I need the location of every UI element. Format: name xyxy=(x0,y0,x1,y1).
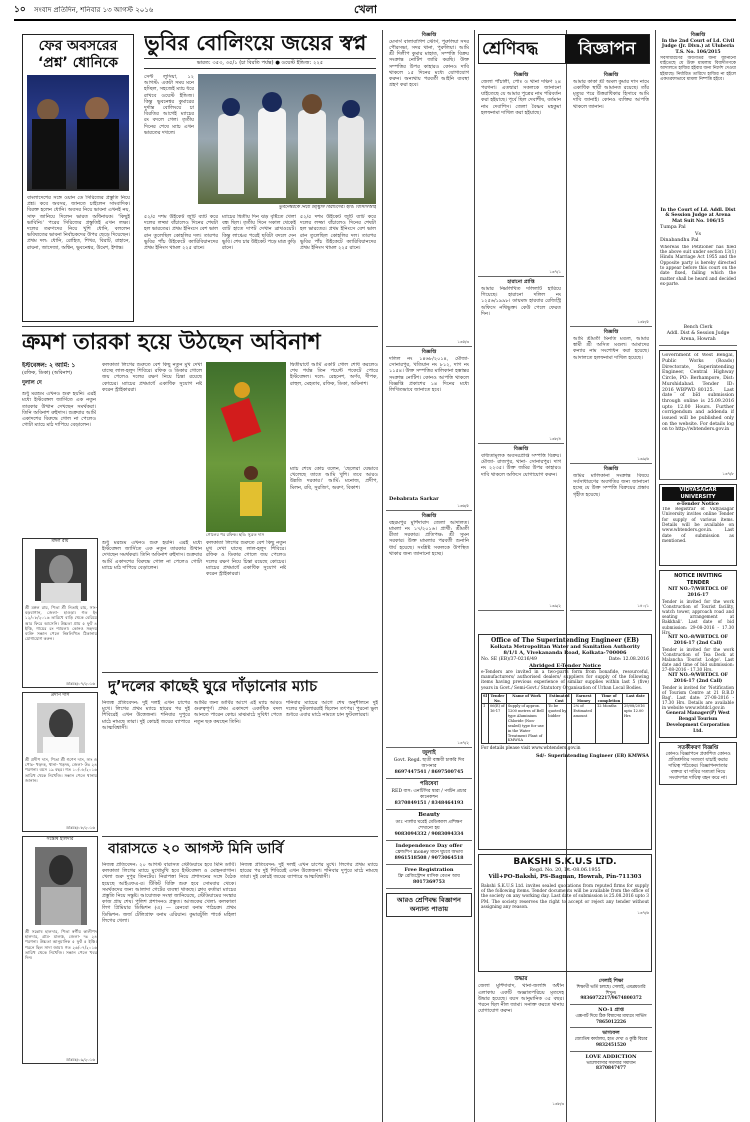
classified-col4 xyxy=(478,70,564,630)
kmwsa-table-cell: 06(E) of 16-17 xyxy=(488,704,506,744)
masthead-rule xyxy=(14,19,736,21)
court-notice xyxy=(659,30,737,346)
court-party2: Dinabandhu Pal xyxy=(660,238,699,244)
notice-ref: ১৩৯/২ xyxy=(549,603,561,609)
notice-ref: ১৩৯/৬ xyxy=(637,455,649,461)
wbtdcl-title: NOTICE INVITING TENDER xyxy=(674,573,722,586)
small-ad-body: এক্সপার্ট দিয়ে ঠিক বিশ্বাসের মাধ্যমে সার্ভিস xyxy=(575,1013,647,1019)
bakshi-body: Bakshi S.K.U.S Ltd. invites sealed quotations from reputed firms for supply of the following items. Tender documents will be available from the office of the society on any working day. Last date of submission is 25.08.2016 upto 3 PM. The society reserves the right to accept or reject any tender without assigning any reason. xyxy=(481,883,649,911)
small-ad xyxy=(386,748,472,779)
notice-title: বিজ্ঞপ্তি xyxy=(513,446,529,453)
wbtdcl-signatory: General Manager(P) West Bengal Tourism Development Corporation Ltd. xyxy=(666,711,730,735)
pwd-tender-ref: ১৩৭/৮ xyxy=(722,471,734,477)
pwd-tender xyxy=(659,350,737,479)
classified-header-part1: শ্রেণিবদ্ধ xyxy=(482,39,539,59)
notice-body: বাধ্যতামূলক অবসরপ্রাপ্ত সম্পত্তি বিক্রয়। মৌজা- রাজপুর, থানা- সোনারপুর। দাগ নং ২২৩৫। উক্ত জমির উপর কাহারও দাবি থাকলে অফিসে যোগাযোগ করুন। xyxy=(481,453,561,478)
court-sign2: Addl. Dist & Session Judge Arena, Howrah xyxy=(666,330,730,343)
udhar-body: জেলা মুর্শিদাবাদ, থানা-জলঙ্গি অধীন এলাকায় একটি অজ্ঞাতপরিচয় মৃতদেহ উদ্ধার হয়েছে। বয়স আনুমানিক ৩৫ বছর। পরনে ছিল নীল জামা। সনাক্ত করতে থানায় যোগাযোগ করুন। xyxy=(478,983,564,1015)
small-ad-title: NO-1 প্রাপ্ত xyxy=(598,1007,624,1014)
notice-body: মেসার্স বালাবাগিশ স্টোর্স, পুরুলিয়া সদর পৌরসভা, সদর থানা, পুরুলিয়া। আমি শ্রী দিলীপ কুমার মাহাত, সম্পত্তি বিক্রয় সংক্রান্ত নোটিশ জারি করছি। উক্ত সম্পত্তির উপর কাহারও কোনও দাবি থাকলে ১৫ দিনের মধ্যে যোগাযোগ করুন। অন্যথায় পরবর্তী আইনি ব্যবস্থা গ্রহণ করা হবে। xyxy=(389,38,469,89)
kmwsa-table-header: Sl xyxy=(482,693,489,704)
notice-signatory: Debabrata Sarkar xyxy=(389,495,439,502)
small-ad xyxy=(386,865,472,889)
paper-date: সংবাদ প্রতিদিন, শনিবার ১৩ আগস্ট ২০১৬ xyxy=(34,6,154,14)
small-ad-phone: 8370849151 / 8348464193 xyxy=(394,800,464,806)
small-ad-body: জ্যোতিষ কার্যালয়, হাত দেখা ও কুষ্ঠি বিচার xyxy=(574,1037,648,1043)
udhar-ref: ১৩৮/৩ xyxy=(552,1101,564,1107)
abinash-col1 xyxy=(22,362,96,532)
notice-body: জেলা পাঁচালী, পোঃ ও থানা দক্ষিণ ২৪ পরগনা। এতদ্বারা সকলকে জানানো যাইতেছে যে আমার পুত্রের নাম পরিবর্তন করা হইয়াছে। পূর্বে ছিল দেবাশীষ, বর্তমান নাম দেবাশিস। জেলা বৈষ্ণব মহকুমা হলফনামা দাখিল করা হইয়াছে। xyxy=(481,78,561,116)
small-ad-title: ভাগ্যফল xyxy=(602,1030,620,1037)
notice-card xyxy=(570,70,652,327)
kmwsa-table-cell: 29/08/2016 upto 12.00 Hrs xyxy=(622,704,648,744)
notice-ref: ১৩৫/৩ xyxy=(457,338,469,344)
court-notice-body: সর্বসাধারণের অবগতির জন্য জানানো যাইতেছে যে উক্ত মামলায় বিবাদীগণকে আদালতে হাজির হইবার জন্য নির্দেশ দেওয়া হইয়াছে। নির্ধারিত তারিখে হাজির না হইলে একতরফাভাবে মামলা নিষ্পত্তি হইবে। xyxy=(660,55,736,83)
abinash-body-col1: শুধু মরশুম এখনও শুরু হয়নি। এরই মধ্যে ইস্টবেঙ্গল জার্সিতে এক নতুন তারকার উত্থান দেখছেন সমর্থকরা। তিনি অবিনাশ রুইদাস। শুক্রবার আর্মি একাদশের বিরুদ্ধে গোল না পেলেও গোটা ম্যাচে মাঠ দাপিয়ে বেড়ালেন। xyxy=(22,391,96,429)
small-ad-body: Govt. Regd. ছাত্রী বান্ধবী চাকরি দিব আপনার xyxy=(393,757,465,769)
kmwsa-title3: 8/1/1 A, Vivekananda Road, Kolkata-700006 xyxy=(503,650,627,656)
abinash-score-sub: (রফিক, ডিকা) (অবিনাশ) xyxy=(22,370,72,377)
abinash-body-col3b: কলকাতা লিগের শুরুতে বেশ কিছু নতুন মুখ দেখা যাচ্ছে লাল-হলুদ শিবিরে। রফিক ও ডিকার গোলে জয় পেলেও দলের রক্ষণ নিয়ে চিন্তা রয়েছে কোচের। ম্যাচের প্রথমার্ধে একাধিক সুযোগ নষ্ট করেন স্ট্রাইকাররা। xyxy=(206,540,286,578)
column-rule xyxy=(655,30,656,1122)
small-ad-phone: 8017369753 xyxy=(413,880,445,886)
notice-body: আমি শ্রীমতী মিনতি মণ্ডল, আমার স্বামী শ্রী অসিত মণ্ডল। আমাদের কন্যার নাম সংশোধন করা হয়েছে। আদালতে হলফনামা দাখিল হয়েছে। xyxy=(573,335,649,361)
bhuvi-photo xyxy=(198,74,376,204)
kmwsa-title1: Office of The Superintending Engineer (EB) xyxy=(491,637,639,644)
kmwsa-tender xyxy=(478,634,652,850)
vidyasagar-title: VIDYASAGAR UNIVERSITY xyxy=(662,487,734,501)
wbtdcl-body1: Tender is invited for the work 'Construction of Tourist facility, watch tower, approach road and seating arrangement at Bakkhali'. Last date of bid submission: 29-08-2016 - 17.30 Hrs. xyxy=(662,599,734,635)
bakshi-notice xyxy=(478,854,652,972)
wbtdcl-body2: Tender is invited for the work 'Construction of Tea Deck at Malancha Tourist Lodge'. Last date and time of bid submission: 27-08-2016 - 17.30 Hrs. xyxy=(662,647,734,673)
col5-small-ads xyxy=(570,976,652,1118)
kmwsa-foot: For details please visit www.wbtenders.gov.in xyxy=(481,746,581,752)
notice-title: বিজ্ঞপ্তি xyxy=(603,329,619,336)
small-ad-phone: 7865012226 xyxy=(596,1019,626,1025)
notice-title: বিজ্ঞপ্তি xyxy=(513,72,529,78)
missing-person-label: প্রদীপ দাস xyxy=(50,693,70,698)
classified-col6 xyxy=(659,30,737,1122)
missing-person-text: শ্রী প্রদীপ দাস, পিতা শ্রী গণেশ দাস, সাং ও পোঃ- খড়দহ, থানা- খড়দহ, জেলা- উঃ ২৪ পরগনা। বয়স ১৯ বছর। গত ১০/০৮/২০১৬ তারিখ থেকে নিখোঁজ। সন্ধান পেলে থানায় জানান। xyxy=(25,757,97,783)
kmwsa-table xyxy=(481,693,649,744)
notice-body: আমার কাকা শ্রী অমল কুমার দাস নামে একাধিক স্থায়ী আমানত রয়েছে। তাঁর মৃত্যুর পরে উত্তরাধিকার হিসাবে আমি দাবি জানাই। কোনও ব্যক্তির আপত্তি থাকলে জানান। xyxy=(573,78,649,110)
small-ad xyxy=(570,976,652,1005)
court-notice-title: বিজ্ঞপ্তি xyxy=(690,32,706,38)
dudal-body-col2: আর্মির জন্য ডার্বির আগে এই ম্যাচ আরও গুরুত্বপূর্ণ। প্রথম একাদশে একাধিক বদল আনতে পারেন কোচ। মাঝমাঠে সুবিধা পেতে নতুন ছক কষছেন তিনি। xyxy=(194,700,282,725)
small-ad xyxy=(570,1052,652,1074)
more-classifieds-footer: আরও শ্রেণিবদ্ধ বিজ্ঞাপন অন্যান্য পাতায় xyxy=(386,893,472,917)
court-vs: Vs xyxy=(695,231,701,237)
masthead xyxy=(14,4,736,18)
notice-body: জমির মালিকানা সংক্রান্ত বিষয়ে সর্বসাধারণের অবগতির জন্য জানানো হচ্ছে যে উক্ত সম্পত্তি বিক্রয়ের প্রস্তাব গৃহীত হয়েছে। xyxy=(573,473,649,498)
notice-ref: ১৩৬/৫ xyxy=(457,502,469,508)
small-ad-phone: 9836072217/9674800372 xyxy=(580,996,642,1002)
notice-title: বিজ্ঞপ্তি xyxy=(603,72,619,78)
notice-card xyxy=(570,464,652,611)
dhoni-body: বাংলাদেশের সঙ্গে ওয়ান ডে সিরিজের প্রস্তুতি নিয়ে প্রশ্ন। কবে অবসর, জানতে চাইলেন সাংবাদিক। বিরক্ত হলেন ধোনি। অবসর নিয়ে ভাবনা এখনই নয়, সাফ জানিয়ে দিলেন ভারত অধিনায়ক। ‘কিছুই ভাবিনি।’ পরের সিরিজের প্রস্তুতিই এখন লক্ষ্য। দলের তরুণদের নিয়ে খুশি ধোনি, বললেন ভবিষ্যতের ভাবনা নির্বাচকদের উপর ছেড়ে দিয়েছেন। প্রথম দল: ধোনি, রোহিত, শিখর, বিরাট, রাহানে, রায়না, জাদেজা, অশ্বিন, ভুবনেশ্বর, উমেশ, ইশান্ত। xyxy=(27,195,130,251)
bhuvi-story xyxy=(144,30,376,322)
dudal-headline: দু’দলের কাছেই ঘুরে দাঁড়ানোর ম্যাচ xyxy=(108,677,318,695)
abinash-score: ইস্টবেঙ্গল: ২ আর্মি: ১ xyxy=(22,362,76,369)
missing-person-ref: ডাঃমঃ/০৭/২০১৬ xyxy=(66,680,95,686)
wbtdcl-nit1: NIT NO.-7/WBTDCL OF 2016-17 xyxy=(668,586,728,598)
bhuvi-body-col3b: ৫২/৫ দশম উইকেট জুটি ব্যাট করে দলের লজ্জা বাঁচালেও দিনের শেষটা হল ভারতের। প্রথম ইনিংসে বেশ ভাল রান তুলেছিল কোহলির দল। তারপর ভুবির পাঁচ উইকেটে ক্যারিবিয়ানদের প্রথম ইনিংস থামল ২২৫ রানে। xyxy=(300,214,376,252)
classified-col3 xyxy=(386,30,472,1120)
notice-card xyxy=(386,30,472,347)
kmwsa-table-cell: 12 Months xyxy=(596,704,623,744)
section-title: খেলা xyxy=(354,4,378,16)
small-ad-body: RED বাস: এনটিসির দ্বারা / পর্যটন প্রচার কানেকশন xyxy=(391,788,467,800)
small-ad-title: সেলাই শিক্ষা xyxy=(598,978,624,984)
bhuvi-photo-caption: ভুবনেশ্বরকে নিয়ে উচ্ছ্বাস বিরাটদের। ছবি: বিসিসিআই xyxy=(278,205,376,210)
bhuvi-scoreline: ভারত: ৩৫৩, ৩৫/১ (চা বিরতি পর্যন্ত) ● ওয়েস্ট ইন্ডিজ: ২২৫ xyxy=(144,58,376,69)
notice-body: আমার নিম্নলিখিত দলিলটি হারিয়ে গিয়েছে। হারানো দলিল নং ১২৫৬/১৯৯৮। ডায়মন্ড হারবার রেজিস্ট্রি অফিসে নথিভুক্ত। কেউ পেলে ফেরত দিন। xyxy=(481,285,561,317)
missing-person-ref: ডাঃমঃ/০৮/২০১৬ xyxy=(66,824,95,830)
kmwsa-table-cell: To be quoted by bidder xyxy=(547,704,572,744)
bhuvi-body-col1: সেন্ট লুসিয়া, ১২ আগস্ট: একটা সময় মনে হচ্ছিল, সহজেই ম্যাচ ধরে রাখবে ওয়েস্ট ইন্ডিজ। কিন্তু ভুবনেশ্বর কুমারের দুর্দান্ত বোলিংয়ে চা বিরতির আগেই ম্যাচের রং বদলে গেল। তৃতীয় দিনের শেষে ম্যাচ এখন ভারতের দখলে। xyxy=(144,74,194,136)
dhoni-story xyxy=(22,34,134,322)
bhuvi-body-col3: ম্যাচের দ্বিতীয় দিন ঝড় বৃষ্টিতে খেলা বন্ধ ছিল। তৃতীয় দিনে সকাল থেকেই ব্যাট হাতে দাপট দেখান ব্রাথওয়েট। কিন্তু লাঞ্চের পরেই ছবিটা বদলে দেন ভুবি। শেষ চার উইকেট পড়ে মাত্র কুড়ি রানে। xyxy=(222,214,296,252)
column-rule xyxy=(382,30,383,1122)
classified-header xyxy=(478,34,650,64)
court-eng-body: Whereas the Petitioner has filed the above suit under section 13(1) Hindu Marriage Act 1955 and the Opposite party is hereby directed to appear before this court on the date fixed, failing which the matter shall be heard and decided ex-parte. xyxy=(660,244,736,287)
court-notice-head: In the 2nd Court of Ld. Civil Judge (Jr. Divn.) at Uluberia T.S. No. 106/2015 xyxy=(661,38,735,55)
caution-notice xyxy=(659,742,737,785)
small-ad-body: শিক্ষার্থী ভর্তি চলছে। সেলাই, এমব্রয়ডারি শিখুন। xyxy=(576,984,646,996)
missing-person-text: শ্রী সন্তোষ হালদার, পিতা স্বর্গীয় কালীপদ হালদার, গ্রাম- মালঞ্চ, জেলা- দঃ ২৪ পরগনা। উচ্চতা আনুমানিক ৫ ফুট ৫ ইঞ্চি। পরনে ছিল সাদা জামা। গত ২৬/০৭/২০১৬ তারিখ থেকে নিখোঁজ। সন্ধান পেলে খবর দিন। xyxy=(25,929,97,961)
kmwsa-table-header: Name of Work xyxy=(506,693,546,704)
kmwsa-table-row xyxy=(482,704,649,744)
bhuvi-body-col2: ৫২/৫ দশম উইকেট জুটি ব্যাট করে দলের লজ্জা বাঁচালেও দিনের শেষটা হল ভারতের। প্রথম ইনিংসে বেশ ভাল রান তুলেছিল কোহলির দল। তারপর ভুবির পাঁচ উইকেটে ক্যারিবিয়ানদের প্রথম ইনিংস থামল ২২৫ রানে। xyxy=(144,214,218,252)
abinash-photo-caption: গোলের পর রফিক। ছবি: সুব্রত দাস xyxy=(206,532,265,537)
section-rule xyxy=(22,326,378,327)
abinash-byline: দুলাল দে xyxy=(22,379,42,386)
barasat-body-2: নিজস্ব প্রতিবেদন: দুই দলই এখন চাপের মুখে। লিগের প্রথম ম্যাচে হারের পর দুই শিবিরেই এখন উত্তেজনা। শনিবার দুপুরে মাঠে নামছে তারা। দুই কোচই জয়ের ব্যাপারে আত্মবিশ্বাসী। xyxy=(240,862,378,881)
small-ad-phone: 9083094332 / 9083094334 xyxy=(394,831,464,837)
section-rule xyxy=(102,836,378,837)
notice-card xyxy=(386,347,472,511)
barasat-headline: বারাসতে ২০ আগস্ট মিনি ডার্বি xyxy=(108,841,284,857)
pwd-tender-body: Government of West Bengal, Public Works (Roads) Directorate, Superintending Engineer, Central Highway Circle, PO: Berhampore, Dist: Murshidabad. Tender ID: 2016_WBPWD_80125. Last date of bid submission through online is 25.09.2016 upto 12.00 Hours. Further corrigendum and addenda if issued will be published only on the website. For details log on to http://wbtenders.gov.in xyxy=(662,353,734,433)
missing-person-photo xyxy=(37,703,85,753)
small-ad-body: ভালোবাসার সমস্যার সমাধান xyxy=(586,1060,636,1066)
court-sign: Bench Clerk xyxy=(683,324,713,330)
kmwsa-table-header: Last date xyxy=(622,693,648,704)
dhoni-headline-line1: ফের অবসরের xyxy=(38,38,118,54)
missing-person-text: শ্রী মঙ্গল রায়, পিতা শ্রী নিতাই রায়, সাং- বড়বাগান, জেলা- হাওড়া। গত ইং ১২/০৮/২০১৬ তারিখে বাড়ি থেকে বেরিয়ে আর ফিরে আসেনি। উচ্চতা প্রায় ৫ ফুট ৪ ইঞ্চি, গায়ের রং শ্যামলা। কোনও সহৃদয় ব্যক্তি সন্ধান পেলে নিম্নলিখিত ঠিকানায় যোগাযোগ করুন। xyxy=(25,605,97,642)
kmwsa-table-header: Estimated Cost xyxy=(547,693,572,704)
notice-card xyxy=(570,327,652,464)
small-ad-body: ডাঃ পার্লার ঘরেই মেডিক্যাল প্রশিক্ষণ শেখানো হয় xyxy=(395,819,463,831)
udhar-title: উদ্ধার xyxy=(514,976,528,982)
small-ad xyxy=(570,1005,652,1028)
caution-body: কোনও বিজ্ঞাপনে প্রকাশিত কোনও প্রতিশ্রুতির সত্যতা যাচাই করার দায়িত্ব পাঠকের। বিজ্ঞাপনদাতার বক্তব্য বা দাবির সত্যতা নিয়ে সংবাদপত্র দায়িত্ব বহন করে না। xyxy=(665,752,731,782)
kmwsa-table-header: Tender No. xyxy=(490,693,505,703)
wbtdcl-nit3: NIT NO.-9/WBTDCL OF 2016-17 (2nd Call) xyxy=(668,672,728,684)
caution-title: সতর্কীকরণ বিজ্ঞপ্তি xyxy=(677,745,719,752)
notice-ref: ১৩৭/১ xyxy=(549,268,561,274)
missing-person-card xyxy=(22,538,98,688)
kmwsa-table-cell: Supply of approx. 1200 metres of Bell type Aluminium Chloride (Non-sealed) type for use in the Water Treatment Plant of KMWSA xyxy=(506,704,546,744)
bakshi-address: Vill+PO-Bakshi, PS-Bagnan, Howrah, Pin-711303 xyxy=(488,874,642,881)
notice-ref: ১৩৮/৪ xyxy=(549,435,561,441)
small-ad-phone: 8370847477 xyxy=(596,1066,626,1072)
notice-card xyxy=(478,444,564,611)
small-ad-phone: 8961518508 / 9073064518 xyxy=(394,856,464,862)
wbtdcl-tender xyxy=(659,570,737,738)
dudal-body-col1: নিজস্ব প্রতিবেদন: দুই দলই এখন চাপের মুখে। লিগের প্রথম ম্যাচে হারের পর দুই শিবিরেই এখন উত্তেজনা। শনিবার দুপুরে মাঠে নামছে তারা। দুই কোচই জয়ের ব্যাপারে আত্মবিশ্বাসী। xyxy=(102,700,190,731)
abinash-body-col4: ম্যাচ শেষে কোচ বলেন, ‘ছেলেরা যেভাবে খেলেছে তাতে আমি খুশি। তবে আরও উন্নতি দরকার।’ আর্মি: মনোজ, প্রদীপ, মিলন, রবি, সুরজিৎ, অরুণ, বিকাশ। xyxy=(290,466,378,491)
kmwsa-table-header: Time of completion xyxy=(596,693,623,704)
bakshi-title: BAKSHI S.K.U.S LTD. xyxy=(513,857,617,867)
notice-title: বিজ্ঞপ্তি xyxy=(421,513,437,520)
small-ad-title: জুলাই xyxy=(422,750,436,757)
missing-person-photo xyxy=(35,847,87,925)
bakshi-sub: Regd. No. 20, Dt.-08.06.1955 xyxy=(529,868,601,873)
missing-person-label: মঙ্গল রায় xyxy=(51,539,69,544)
wbtdcl-body3: Tender is invited for 'Notification of Tourism Centre at 21 B.B.D Bag'. Last date: 27-08-2016 - 17.30 Hrs. Details are available in website www.wbtdcl.gov.in xyxy=(662,684,734,711)
notice-ref: ১৩৭/২ xyxy=(457,739,469,745)
classified-col5 xyxy=(570,70,652,630)
missing-person-label: সন্তোষ হালদার xyxy=(46,837,74,842)
small-ad xyxy=(386,810,472,841)
kmwsa-table-cell: 1 xyxy=(482,704,489,744)
notice-title: বিজ্ঞপ্তি xyxy=(421,32,437,38)
dhoni-headline-line2: ‘প্রশ্ন’ ধোনিকে xyxy=(37,55,119,71)
kmwsa-body: e-Tenders are invited in a two-parts form from bonafide, resourceful, manufacturers/ authorised dealers/ suppliers for supply of the following items having previous experience of similar supplies within last 5 (five) years in Govt./ Semi-Govt./ Statutory Organisation of Urban Local Bodies. xyxy=(481,669,649,691)
vidyasagar-tender xyxy=(659,484,737,567)
small-ad-phone: 8697447541 / 8697500745 xyxy=(394,769,464,775)
small-ad-phone: 9832451520 xyxy=(596,1043,626,1049)
kmwsa-table-cell: 2% of Estimated amount xyxy=(572,704,596,744)
notice-card xyxy=(478,70,564,277)
court-party1: Tumpa Pal xyxy=(660,225,686,231)
small-ad xyxy=(570,1028,652,1051)
small-ad-body: ফ্রেন্ডশিপ money মানে ঘুচবে অভাব xyxy=(395,849,463,855)
kmwsa-heading: Abridged E-Tender Notice xyxy=(529,663,601,670)
vidyasagar-sub: e-Tender Notice xyxy=(676,500,719,507)
notice-title: হারানো প্রাপ্তি xyxy=(507,279,535,286)
small-ad xyxy=(386,841,472,865)
notice-ref: ১৩৮/৫ xyxy=(637,318,649,324)
kmwsa-title2: Kolkata Metropolitan Water and Sanitation Authority xyxy=(490,644,640,650)
court-eng-head: In the Court of Ld. Addl. Dist & Session Judge at Arena Mat Suit No. 106/15 xyxy=(660,207,736,224)
abinash-headline: ক্রমশ তারকা হয়ে উঠছেন অবিনাশ xyxy=(22,330,321,355)
kmwsa-date: Date: 12.08.2016 xyxy=(608,657,649,662)
kmwsa-table-header: Earnest Money xyxy=(572,693,596,704)
barasat-body: নিজস্ব প্রতিবেদন: ২০ আগস্ট বারাসত স্টেডিয়ামে হবে মিনি ডার্বি। কলকাতা লিগের ম্যাচে মুখোমুখি হবে ইস্টবেঙ্গল ও মোহনবাগান। খেলা শুরু দুপুর তিনটেয়। নিরাপত্তা নিয়ে প্রশাসনের সঙ্গে বৈঠক হয়েছে আইএফএ-র। টিকিট বিক্রি শুরু হবে সোমবার থেকে। সমর্থকদের জন্য আলাদা গেটের ব্যবস্থা থাকছে। ক্লাব কর্তারা ম্যাচের প্রস্তুতি নিয়ে সন্তুষ্ট। আয়োজক সংস্থা জানিয়েছে, স্টেডিয়ামের সংস্কার কাজ প্রায় শেষ। পুলিশ প্রশাসনও প্রস্তুত। আজকের খেলা: কলকাতা লিগ প্রিমিয়ার ডিভিশন (এ) — রেনবো বনাম পাঠচক্র। প্রথম ডিভিশন: জর্জ টেলিগ্রাফ বনাম এরিয়ান। কুমারটুলি পার্কে মহিলা লিগের খেলা। xyxy=(102,862,236,924)
small-ad-title: LOVE ADDICTION xyxy=(585,1053,637,1060)
abinash-photo xyxy=(206,362,286,532)
notice-title: বিজ্ঞপ্তি xyxy=(603,466,619,473)
missing-person-card xyxy=(22,692,98,832)
small-ad-title: Free Registration xyxy=(404,867,454,874)
missing-person-ref: ডাঃমঃ/০৯/২০১৬ xyxy=(66,1056,95,1062)
notice-body: দলিল নং ১৪৬৮/২০১৪, মৌজা-সোনারপুর, খতিয়ান নং ৮১২, দাগ নং ১১৫৪। উক্ত সম্পত্তির মালিকানা হস্তান্তর সংক্রান্ত নোটিশ। কোনও আপত্তি থাকলে বিজ্ঞপ্তি প্রকাশের ১৪ দিনের মধ্যে লিখিতভাবে জানাতে হবে। xyxy=(389,355,469,393)
abinash-body-col2b: শুধু মরশুম এখনও শুরু হয়নি। এরই মধ্যে ইস্টবেঙ্গল জার্সিতে এক নতুন তারকার উত্থান দেখছেন সমর্থকরা। তিনি অবিনাশ রুইদাস। শুক্রবার আর্মি একাদশের বিরুদ্ধে গোল না পেলেও গোটা ম্যাচে মাঠ দাপিয়ে বেড়ালেন। xyxy=(102,540,202,571)
small-ad-title: পরিষেবা xyxy=(419,781,439,788)
classified-header-part2: বিজ্ঞাপন xyxy=(565,35,649,63)
missing-person-photo xyxy=(35,549,87,601)
abinash-body-col2: কলকাতা লিগের শুরুতে বেশ কিছু নতুন মুখ দেখা যাচ্ছে লাল-হলুদ শিবিরে। রফিক ও ডিকার গোলে জয় পেলেও দলের রক্ষণ নিয়ে চিন্তা রয়েছে কোচের। ম্যাচের প্রথমার্ধে একাধিক সুযোগ নষ্ট করেন স্ট্রাইকাররা। xyxy=(102,362,202,393)
wbtdcl-nit2: NIT NO.-8/WBTDCL OF 2016-17 (2nd Call) xyxy=(668,634,728,646)
small-ad-body: ফ্রি রেজিস্ট্রেশন মাসিক বেতন আয় xyxy=(397,874,461,879)
missing-persons xyxy=(22,538,98,1118)
page-number: ১০ xyxy=(14,5,26,15)
notice-ref: ১৪০/১ xyxy=(637,603,649,609)
notice-card xyxy=(386,511,472,748)
notice-body: বহরমপুর মুর্শিদাবাদ জেলা আদালত। মামলা নং ১৭/২০১৬। প্রার্থী: শ্রীমতী রীতা সরকার। প্রতিপক্ষ: শ্রী সুমন সরকার। উক্ত মামলার পরবর্তী শুনানি ধার্য হয়েছে। সংশ্লিষ্ট সকলকে উপস্থিত থাকার জন্য জানানো হচ্ছে। xyxy=(389,519,469,557)
abinash-body-col3: দ্বিতীয়ার্ধে আর্মি একটি গোল শোধ করলেও শেষ পর্যন্ত তিন পয়েন্ট পকেটে পোরে ইস্টবেঙ্গল। দলে: রেহনেশ, অর্ণব, দীপক, রাহুল, মেহতাব, রফিক, ডিকা, অবিনাশ। xyxy=(290,362,378,387)
kmwsa-no: No. SE (EB)/37-0216/49 xyxy=(481,657,537,662)
udhar-notice xyxy=(478,976,564,1118)
missing-person-card xyxy=(22,836,98,1064)
small-ad-title: Beauty xyxy=(418,812,440,819)
column-rule xyxy=(474,30,475,1122)
bhuvi-headline: ভুবির বোলিংয়ে জয়ের স্বপ্ন xyxy=(144,31,367,55)
notice-card xyxy=(478,277,564,444)
bakshi-ref: ১৩৭/৬ xyxy=(637,910,649,916)
small-ad-title: Independence Day offer xyxy=(395,843,463,850)
section-rule xyxy=(102,672,378,673)
small-ad xyxy=(386,779,472,810)
kmwsa-sign: Sd/- Superintending Engineer (EB) KMWSA xyxy=(536,753,649,759)
dudal-body-col3: শনিবার ম্যাচের আগে শেষ অনুশীলনে দুই দলের ফুটবলাররাই ছিলেন তৎপর। পুরনো ভুল শুধরে এবার মাঠে নামতে চান ফুটবলাররা। xyxy=(286,700,378,719)
vidyasagar-body: The Registrar of Vidyasagar University invites online Tender for supply of various items. Details will be available on www.wbtenders.gov.in. Last date of submission as mentioned. xyxy=(662,507,734,544)
notice-title: বিজ্ঞপ্তি xyxy=(421,349,437,356)
dhoni-photo xyxy=(27,75,129,191)
